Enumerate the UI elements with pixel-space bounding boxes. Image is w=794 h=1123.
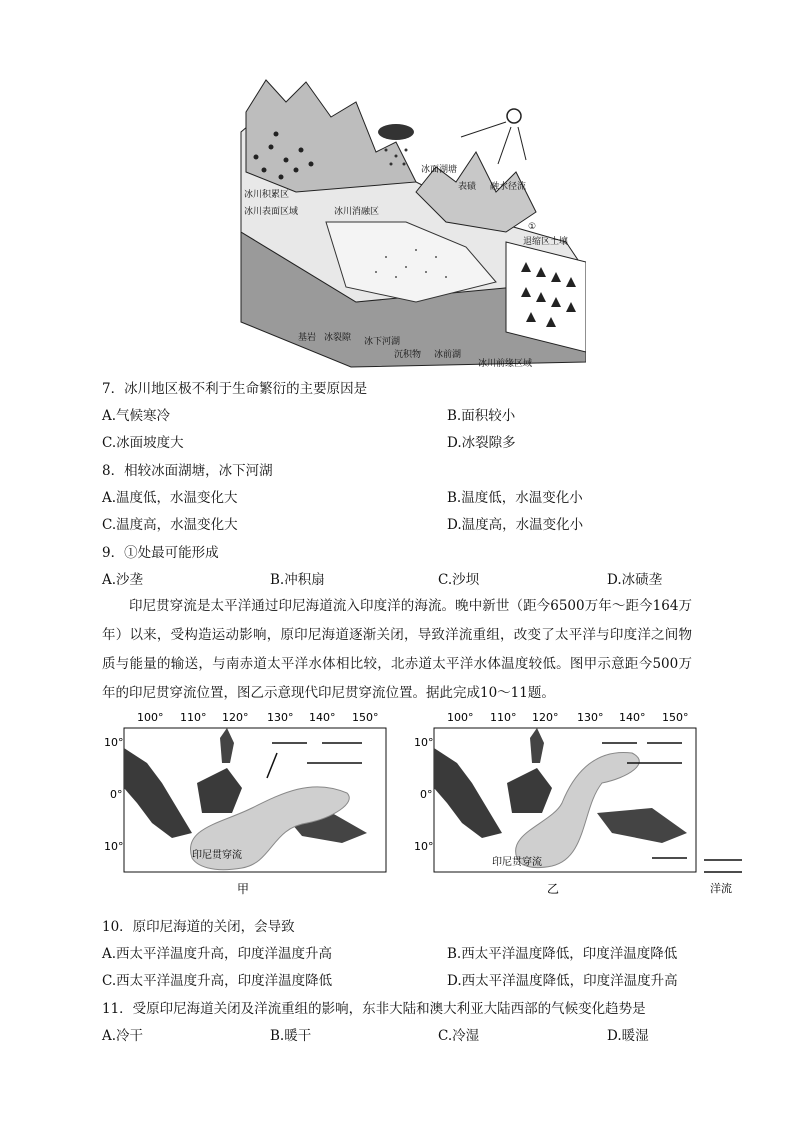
map-right-caption: 乙 (547, 882, 560, 896)
map-left-lon-3: 130° (267, 711, 294, 724)
q7-option-a: A.气候寒冷 (102, 408, 171, 424)
label-moraine-top: 表碛 (458, 182, 477, 192)
map-left-lon-1: 110° (180, 711, 207, 724)
passage: 印尼贯穿流是太平洋通过印尼海道流入印度洋的海流。晚中新世（距今6500万年～距今164万年）以来，受构造运动影响，原印尼海道逐渐关闭，导致洋流重组，改变了太平洋与印度洋之间物质与能量的输送，与南赤道太平洋水体相比较，北赤道太平洋水体温度较低。图甲示意距今500万年的印尼贯穿流位置，图乙示意现代印尼贯穿流位置。据此完成10～11题。 (102, 598, 692, 701)
q9-stem: 9．①处最可能形成 (102, 545, 219, 561)
label-retreat-soil: 退缩区土壤 (523, 237, 569, 247)
map-left-lat-0: 10° (104, 736, 124, 749)
label-front: 冰前湖 (434, 350, 462, 360)
map-left-lon-5: 150° (352, 711, 379, 724)
q9-option-b: B.冲积扇 (270, 572, 325, 588)
q10-option-a: A.西太平洋温度升高，印度洋温度升高 (102, 946, 333, 962)
q10-option-c: C.西太平洋温度升高，印度洋温度降低 (102, 973, 333, 989)
label-ablation: 冰川消融区 (334, 207, 380, 217)
label-crevasse: 冰裂隙 (324, 333, 352, 343)
map-left-lon-4: 140° (309, 711, 336, 724)
q11-option-c: C.冷湿 (438, 1028, 480, 1044)
label-sediment: 沉积物 (394, 350, 422, 360)
map-right-lon-5: 150° (662, 711, 689, 724)
q11-option-a: A.冷干 (102, 1028, 144, 1044)
label-ice-lake: 冰面湖塘 (421, 165, 458, 175)
map-right-lat-0: 10° (414, 736, 434, 749)
q8-option-d: D.温度高，水温变化小 (447, 517, 584, 533)
q11-option-b: B.暖干 (270, 1028, 312, 1044)
map-right-lon-4: 140° (619, 711, 646, 724)
q10-option-b: B.西太平洋温度降低，印度洋温度降低 (447, 946, 678, 962)
map-left-caption: 甲 (237, 882, 250, 896)
map-left (104, 711, 386, 896)
map-right-lon-1: 110° (490, 711, 517, 724)
q7-stem: 7．冰川地区极不利于生命繁衍的主要原因是 (102, 381, 368, 397)
label-surface-zone: 冰川表面区域 (244, 207, 299, 217)
map-right-lat-1: 0° (420, 788, 433, 801)
q7-option-d: D.冰裂隙多 (447, 435, 516, 451)
q9-option-c: C.沙坝 (438, 572, 480, 588)
q8-option-b: B.温度低，水温变化小 (447, 490, 583, 506)
map-right-flow-label: 印尼贯穿流 (492, 857, 542, 868)
q8-option-a: A.温度低，水温变化大 (102, 490, 238, 506)
legend (704, 860, 742, 895)
q8-option-c: C.温度高，水温变化大 (102, 517, 238, 533)
map-right (414, 711, 696, 896)
map-right-lon-0: 100° (447, 711, 474, 724)
q10-option-d: D.西太平洋温度降低，印度洋温度升高 (447, 973, 678, 989)
q9-option-a: A.沙垄 (102, 572, 144, 588)
label-marker: ① (528, 222, 537, 232)
q10-stem: 10．原印尼海道的关闭，会导致 (102, 919, 295, 935)
q11-stem: 11．受原印尼海道关闭及洋流重组的影响，东非大陆和澳大利亚大陆西部的气候变化趋势是 (102, 1001, 646, 1017)
q9-option-d: D.冰碛垄 (607, 572, 663, 588)
map-left-lon-0: 100° (137, 711, 164, 724)
map-left-lat-2: 10° (104, 840, 124, 853)
map-figure (102, 708, 762, 898)
map-left-lon-2: 120° (222, 711, 249, 724)
q7-option-c: C.冰面坡度大 (102, 435, 184, 451)
map-right-lon-3: 130° (577, 711, 604, 724)
q7-option-b: B.面积较小 (447, 408, 516, 424)
map-left-lat-1: 0° (110, 788, 123, 801)
legend-label: 洋流 (710, 882, 732, 895)
q11-option-d: D.暖湿 (607, 1028, 649, 1044)
label-cover-zone: 冰川前缘区域 (478, 359, 533, 369)
q8-stem: 8．相较冰面湖塘，冰下河湖 (102, 463, 273, 479)
map-right-lat-2: 10° (414, 840, 434, 853)
map-right-lon-2: 120° (532, 711, 559, 724)
label-bedrock: 基岩 (298, 333, 317, 343)
label-subglacial-lake: 冰下河湖 (364, 337, 401, 347)
map-left-flow-label: 印尼贯穿流 (192, 850, 242, 861)
label-meltwater: 融水径流 (490, 182, 527, 192)
label-accumulation: 冰川积累区 (244, 190, 290, 200)
glacier-diagram (236, 72, 586, 372)
